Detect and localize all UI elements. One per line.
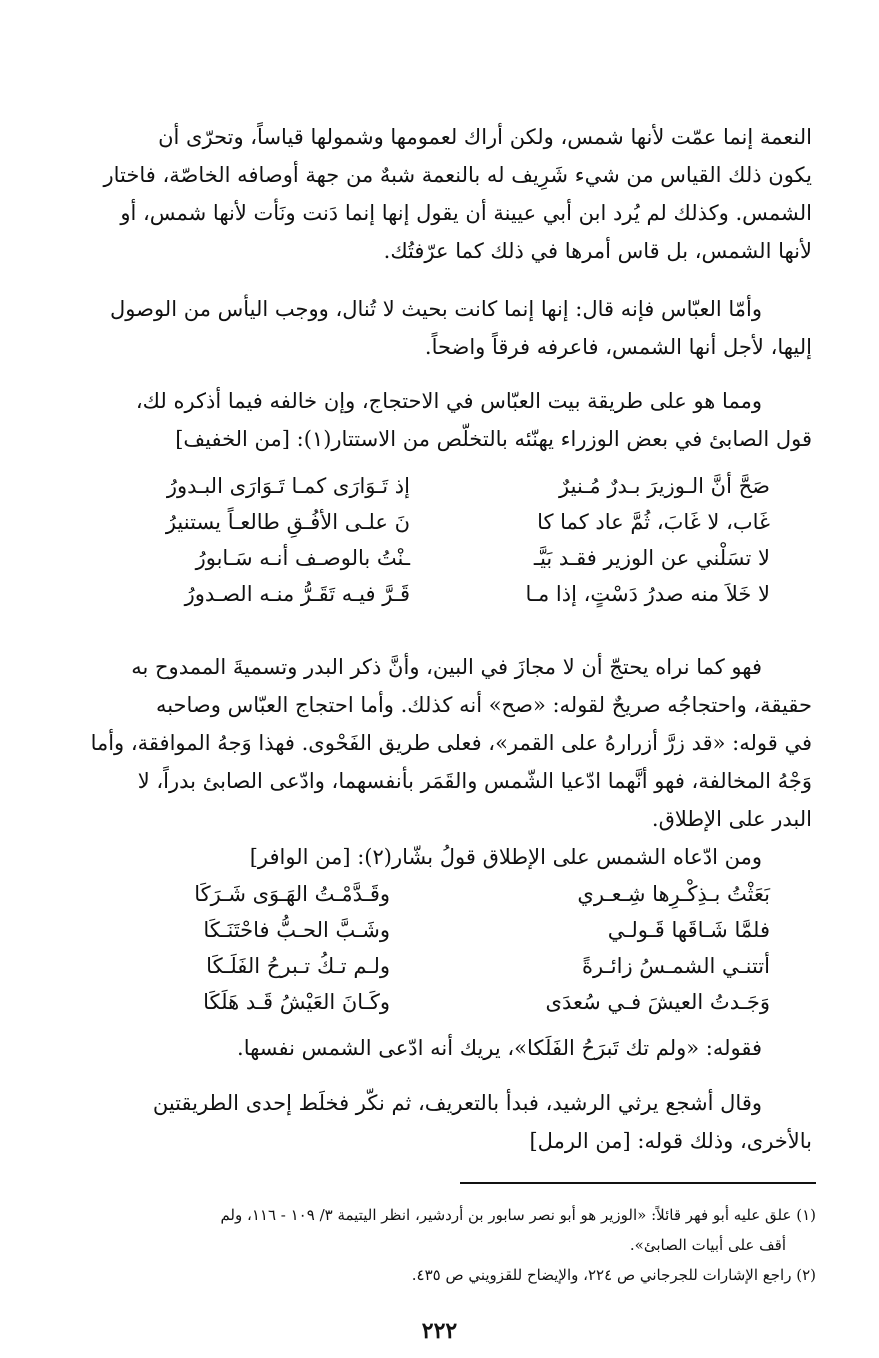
verse-first-hemistich: وَجَـدتُ العيشَ فـي سُعدَى bbox=[545, 990, 770, 1014]
verse-second-hemistich: إذ تَـوَارَى كمـا تَـوَارَى البـدورُ bbox=[166, 474, 410, 498]
text-line: حقيقة، واحتجاجُه صريحٌ لقوله: «صح» أنه كذلك. وأما احتجاج العبّاس وصاحبه bbox=[155, 693, 812, 717]
text-line: إليها، لأجل أنها الشمس، فاعرفه فرقاً واضحاً. bbox=[424, 335, 812, 359]
text-line: يكون ذلك القياس من شيء شَرِيف له بالنعمة شبهٌ من جهة أوصافه الخاصّة، فاختار bbox=[103, 163, 812, 187]
text-line: البدر على الإطلاق. bbox=[651, 807, 812, 831]
verse-second-hemistich: وقَـدَّمْـتُ الهَـوَى شَـرَكَا bbox=[194, 882, 390, 906]
verse-line bbox=[90, 990, 770, 1026]
verse-line bbox=[90, 918, 770, 954]
verse-line bbox=[90, 882, 770, 918]
poem-verses-2 bbox=[90, 882, 770, 1026]
verse-first-hemistich: لا خَلاَ منه صدرُ دَسْتٍ، إذا مـا bbox=[525, 582, 770, 606]
verse-line bbox=[90, 474, 770, 510]
text-line: ومن ادّعاه الشمس على الإطلاق قولُ بشّار(٢): [من الوافر] bbox=[249, 845, 762, 869]
verse-second-hemistich: ولـم تـكُ تـبرحُ الفَلَـكَا bbox=[206, 954, 390, 978]
paragraph-7 bbox=[46, 1084, 812, 1160]
text-line: الشمس. وكذلك لم يُرد ابن أبي عيينة أن يقول إنها إنما دَنت ونَأت لأنها شمس، أو bbox=[120, 201, 812, 225]
verse-line bbox=[90, 546, 770, 582]
verse-line bbox=[90, 582, 770, 618]
paragraph-2 bbox=[46, 290, 812, 366]
text-line: ومما هو على طريقة بيت العبّاس في الاحتجاج، وإن خالفه فيما أذكره لك، bbox=[135, 389, 762, 413]
text-line: بالأخرى، وذلك قوله: [من الرمل] bbox=[529, 1129, 812, 1153]
text-line: لأنها الشمس، بل قاس أمرها في ذلك كما عرّفتُك. bbox=[383, 239, 812, 263]
text-line: في قوله: «قد زرَّ أزرارهُ على القمر»، فعلى طريق الفَحْوى. فهذا وَجهُ الموافقة، وأما bbox=[90, 731, 812, 755]
verse-second-hemistich: وشَـبَّ الحـبُّ فاحْتَنَـكَا bbox=[203, 918, 390, 942]
verse-line bbox=[90, 954, 770, 990]
verse-first-hemistich: فلمَّا شَـاقَها قَـولـي bbox=[607, 918, 770, 942]
footnote-2: (٢) راجع الإشارات للجرجاني ص ٢٢٤، والإيضاح للقزويني ص ٤٣٥. bbox=[411, 1266, 816, 1284]
verse-first-hemistich: أتتنـي الشمـسُ زائـرةً bbox=[582, 954, 770, 978]
paragraph-1 bbox=[46, 118, 812, 270]
paragraph-3 bbox=[46, 382, 812, 458]
verse-first-hemistich: غَاب، لا غَابَ، ثُمَّ عاد كما كا bbox=[537, 510, 770, 534]
paragraph-5 bbox=[46, 840, 812, 874]
poem-verses-1 bbox=[90, 474, 770, 618]
footnote-divider bbox=[460, 1182, 816, 1184]
text-line: فهو كما نراه يحتجّ أن لا مجازَ في البين، وأنَّ ذكر البدر وتسميةَ الممدوح به bbox=[131, 655, 762, 679]
text-line: قول الصابئ في بعض الوزراء يهنّئه بالتخلّص من الاستتار(١): [من الخفيف] bbox=[175, 427, 812, 451]
verse-second-hemistich: ـنْتُ بالوصـف أنـه سَـابورُ bbox=[195, 546, 410, 570]
footnote-1-line-1: (١) علق عليه أبو فهر قائلاً: «الوزير هو أبو نصر سابور بن أردشير، انظر اليتيمة ٣/ ١٠٩ - ١١٦، ولم bbox=[220, 1206, 816, 1224]
text-line: فقوله: «ولم تك تَبرَحُ الفَلَكا»، يريك أنه ادّعى الشمس نفسها. bbox=[237, 1036, 762, 1060]
paragraph-4 bbox=[46, 648, 812, 838]
verse-first-hemistich: صَحَّ أنَّ الـوزيرَ بـدرٌ مُـنيرٌ bbox=[559, 474, 770, 498]
verse-first-hemistich: بَعَثْتُ بـذِكْـرِها شِـعـري bbox=[577, 882, 770, 906]
text-line: وَجْهُ المخالفة، فهو أنَّهما ادّعيا الشّمس والقَمَر بأنفسهما، وادّعى الصابئ بدراً، لا bbox=[137, 769, 812, 793]
text-line: وقال أشجع يرثي الرشيد، فبدأ بالتعريف، ثم نكّر فخلَط إحدى الطريقتين bbox=[152, 1091, 762, 1115]
verse-second-hemistich: نَ علـى الأفُـقِ طالعـاً يستنيرُ bbox=[165, 510, 410, 534]
verse-first-hemistich: لا تسَلْني عن الوزير فقـد بَيَّـ bbox=[533, 546, 770, 570]
text-line: وأمّا العبّاس فإنه قال: إنها إنما كانت بحيث لا تُنال، ووجب اليأس من الوصول bbox=[110, 297, 762, 321]
text-line: النعمة إنما عمّت لأنها شمس، ولكن أراك لعمومها وشمولها قياساً، وتحرّى أن bbox=[158, 125, 812, 149]
paragraph-6 bbox=[46, 1030, 812, 1066]
verse-line bbox=[90, 510, 770, 546]
verse-second-hemistich: قَـرَّ فيـه تَقَـرُّ منـه الصـدورُ bbox=[184, 582, 410, 606]
footnote-1-line-2: أقف على أبيات الصابئ». bbox=[629, 1236, 786, 1254]
verse-second-hemistich: وكَـانَ العَيْشُ قَـد هَلَكَا bbox=[203, 990, 390, 1014]
page-number: ٢٢٢ bbox=[421, 1318, 458, 1344]
